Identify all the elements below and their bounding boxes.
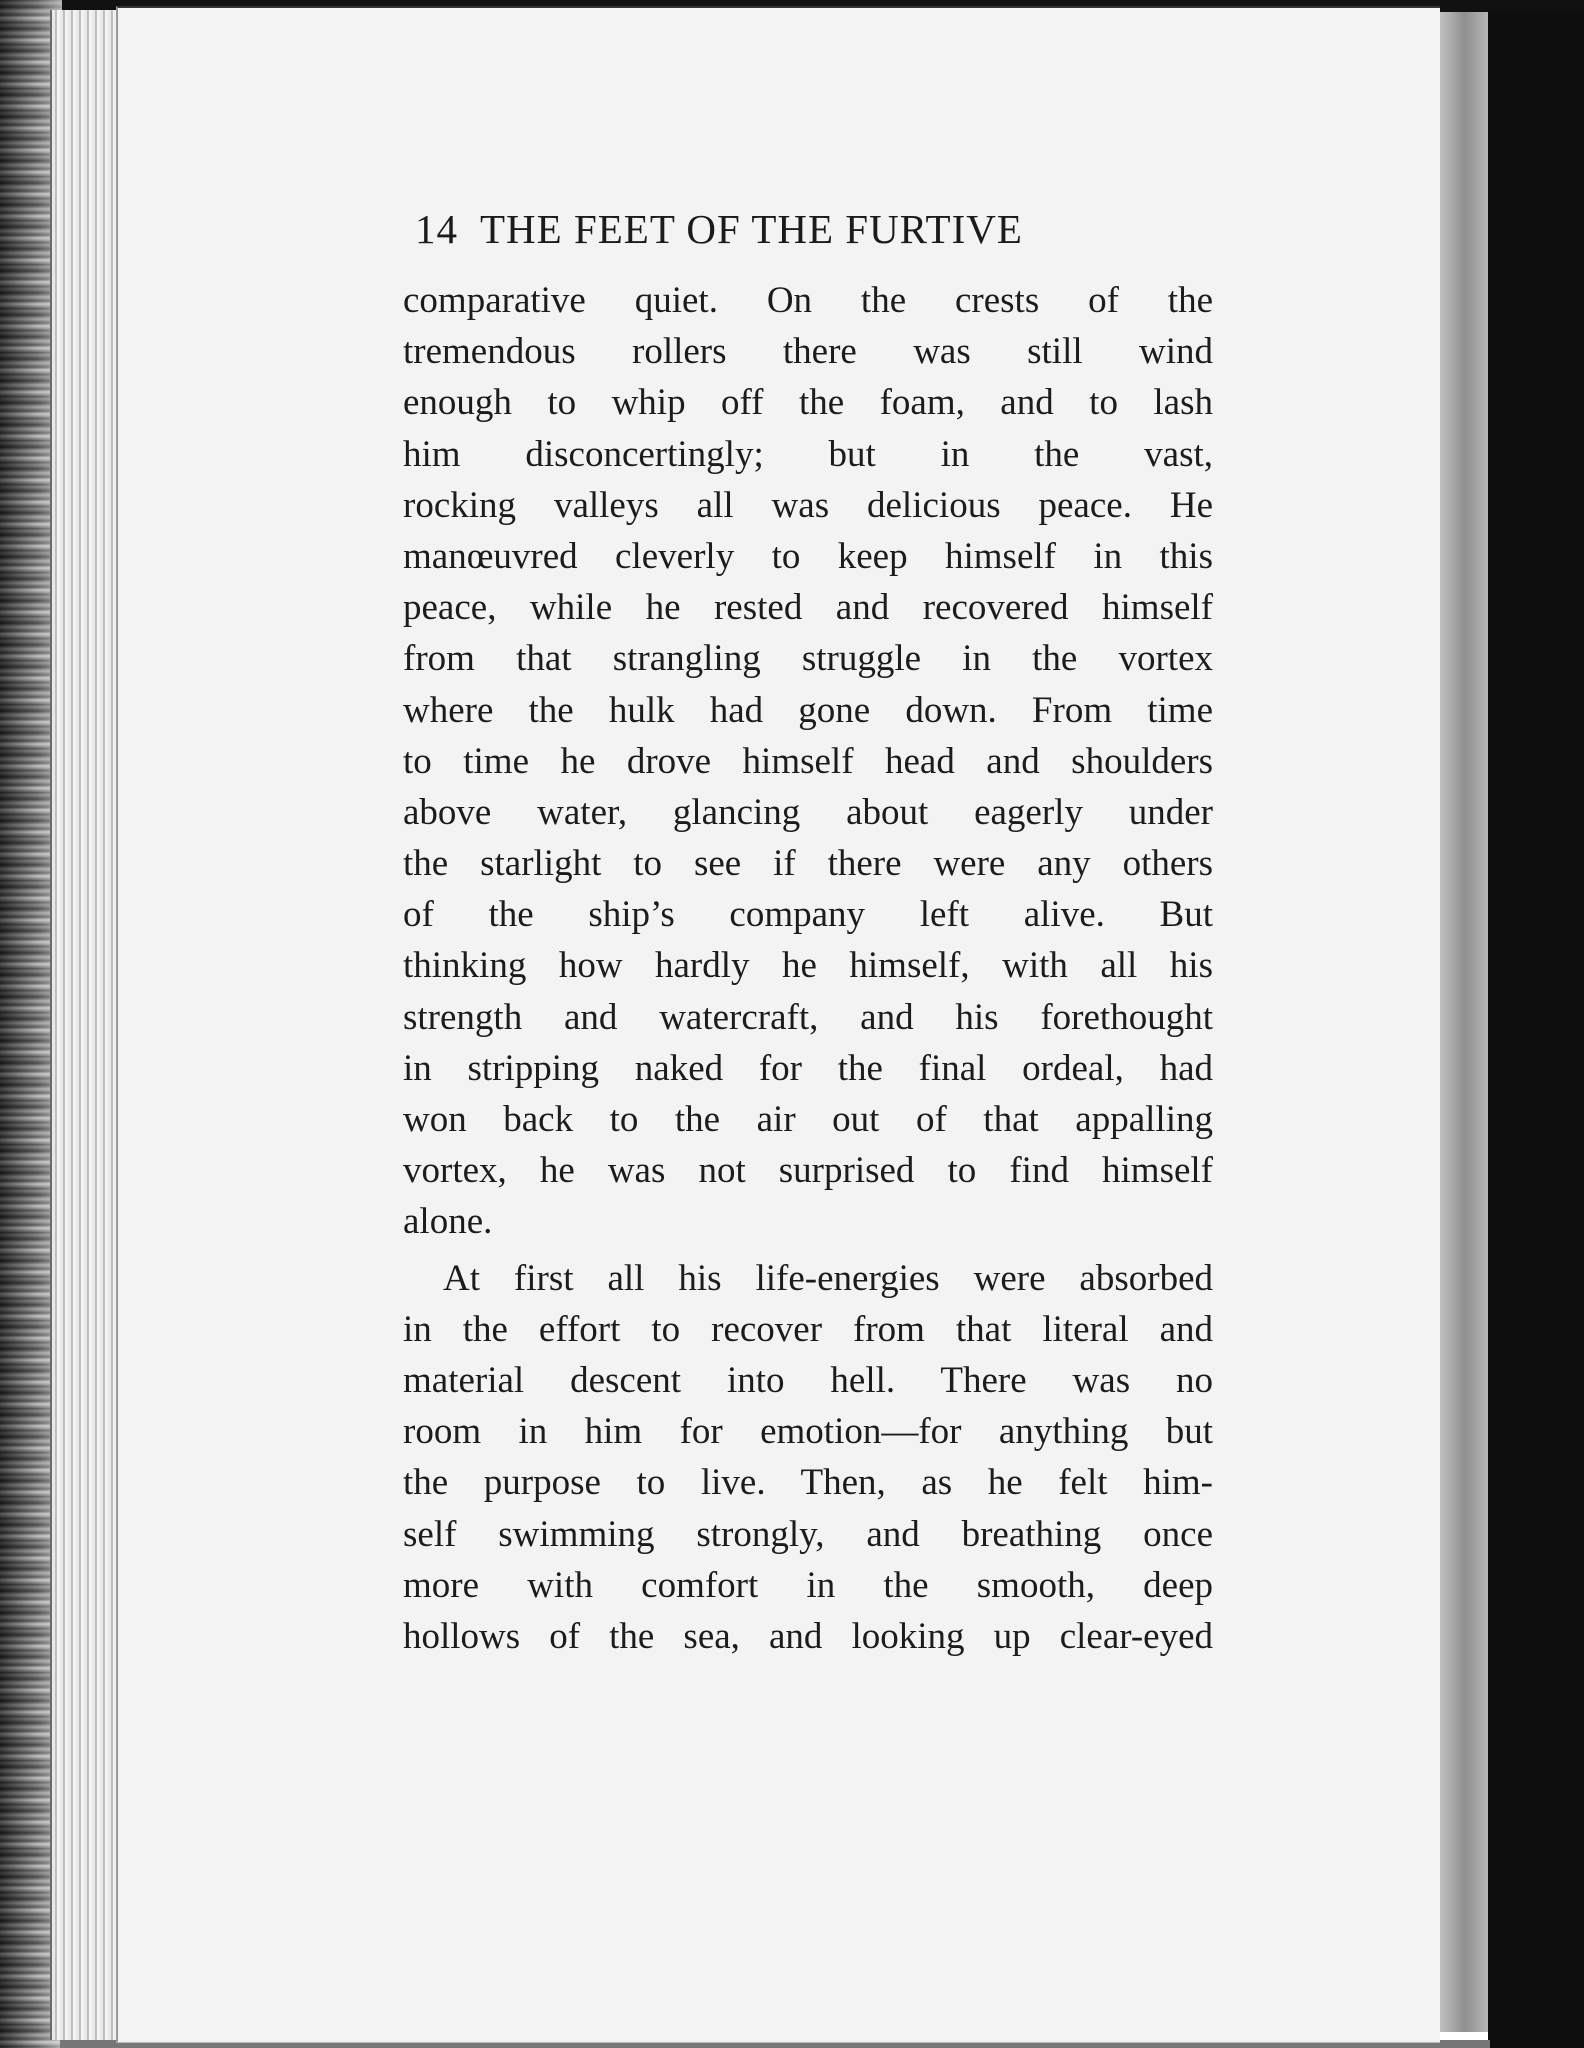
text-line: tremendous rollers there was still wind xyxy=(403,331,1213,373)
text-line: above water, glancing about eagerly under xyxy=(403,791,1213,833)
text-line: comparative quiet. On the crests of the xyxy=(403,280,1213,321)
text-line: rocking valleys all was delicious peace. He xyxy=(403,484,1213,526)
text-line: the starlight to see if there were any others xyxy=(403,843,1213,885)
text-line: hollows of the sea, and looking up clear-eyed xyxy=(403,1615,1213,1657)
text-line: enough to whip off the foam, and to lash xyxy=(403,382,1213,424)
page-stack-edges xyxy=(50,10,122,2040)
text-line: At first all his life-energies were absorbed xyxy=(443,1257,1213,1299)
text-line: the purpose to live. Then, as he felt him- xyxy=(403,1462,1213,1504)
text-line: manœuvred cleverly to keep himself in this xyxy=(403,535,1213,577)
text-line: him disconcertingly; but in the vast, xyxy=(403,433,1213,475)
body-text xyxy=(403,275,1213,1662)
text-line: in the effort to recover from that literal and xyxy=(403,1308,1213,1350)
text-line: to time he drove himself head and shoulders xyxy=(403,740,1213,782)
text-line: from that strangling struggle in the vortex xyxy=(403,638,1213,680)
scan-right-border xyxy=(1488,12,1584,2048)
text-line: of the ship’s company left alive. But xyxy=(403,894,1213,936)
paragraph xyxy=(403,1253,1213,1663)
running-header xyxy=(415,205,1175,253)
right-page-shadow xyxy=(1436,12,1488,2032)
text-line: thinking how hardly he himself, with all his xyxy=(403,945,1213,987)
text-line: in stripping naked for the final ordeal, had xyxy=(403,1047,1213,1089)
text-line: strength and watercraft, and his forethought xyxy=(403,996,1213,1038)
text-line: self swimming strongly, and breathing once xyxy=(403,1513,1213,1555)
page-number: 14 xyxy=(415,206,458,252)
text-line: material descent into hell. There was no xyxy=(403,1359,1213,1401)
running-title: THE FEET OF THE FURTIVE xyxy=(480,206,1023,252)
text-line: alone. xyxy=(403,1201,493,1243)
text-line: won back to the air out of that appalling xyxy=(403,1099,1213,1140)
text-line: more with comfort in the smooth, deep xyxy=(403,1564,1213,1606)
text-line: where the hulk had gone down. From time xyxy=(403,689,1213,731)
text-line: room in him for emotion—for anything but xyxy=(403,1411,1213,1453)
text-line: peace, while he rested and recovered himself xyxy=(403,587,1213,629)
text-line: vortex, he was not surprised to find himself xyxy=(403,1150,1213,1192)
paragraph xyxy=(403,275,1213,1248)
